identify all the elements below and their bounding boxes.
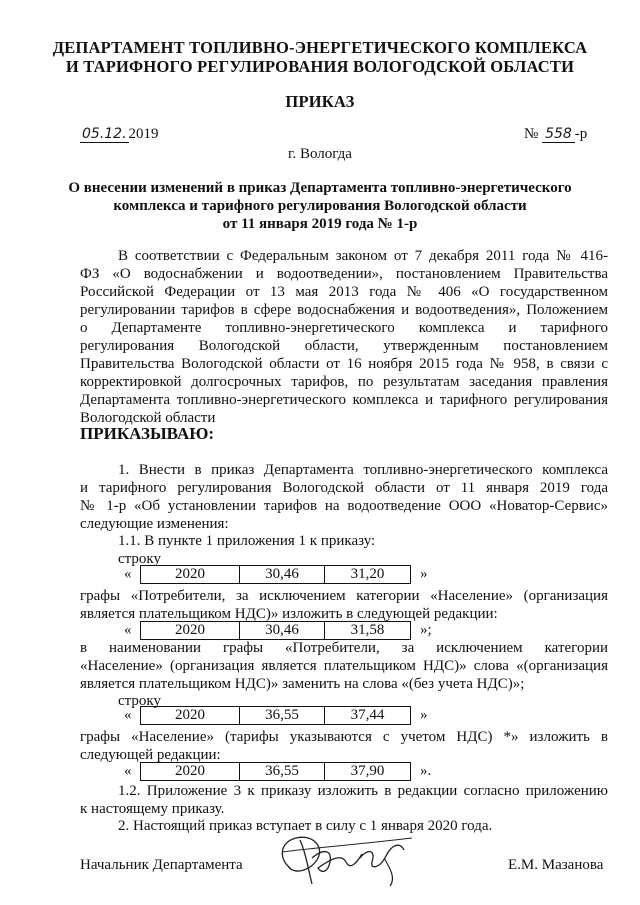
table-cell: 36,55 xyxy=(239,706,325,725)
number-handwritten: 558 xyxy=(542,126,575,143)
org-name-line2: И ТАРИФНОГО РЕГУЛИРОВАНИЯ ВОЛОГОДСКОЙ ОБЛАСТИ xyxy=(65,57,575,76)
item1-line: и тарифного регулирования Вологодской области от 11 января 2019 года xyxy=(80,480,608,496)
preamble-line: корректировкой долгосрочных тарифов, по результатам заседания правления xyxy=(80,374,608,390)
title-line1: О внесении изменений в приказ Департамента топливно-энергетического xyxy=(68,180,572,196)
item1-line: 1. Внести в приказ Департамента топливно-энергетического комплекса xyxy=(118,462,608,478)
table-cell: 2020 xyxy=(140,621,240,640)
table-cell: 36,55 xyxy=(239,762,325,781)
item1-line: следующие изменения: xyxy=(80,516,229,532)
order-word: ПРИКАЗЫВАЮ: xyxy=(80,424,215,443)
text-b-line: является плательщиком НДС)» заменить на слова «(без учета НДС)»; xyxy=(80,676,525,692)
item1-2-line: 1.2. Приложение 3 к приказу изложить в редакции согласно приложению xyxy=(118,783,608,799)
preamble-line: В соответствии с Федеральным законом от 7 декабря 2011 года № 416- xyxy=(118,248,608,264)
text-a-line: является плательщиком НДС)» изложить в следующей редакции: xyxy=(80,606,498,622)
preamble-line: о Департаменте топливно-энергетического комплекса и тарифного xyxy=(80,320,608,336)
text-a-line: графы «Потребители, за исключением категории «Население» (организация xyxy=(80,588,608,604)
table-cell: 30,46 xyxy=(239,565,325,584)
table-cell: 37,44 xyxy=(324,706,411,725)
order-date xyxy=(80,126,159,143)
quote-open: « xyxy=(124,566,132,582)
stroku-label: строку xyxy=(118,551,161,567)
signature-name: Е.М. Мазанова xyxy=(508,857,604,873)
quote-close: » xyxy=(420,566,428,582)
quote-open: « xyxy=(124,707,132,723)
table-cell: 30,46 xyxy=(239,621,325,640)
quote-close-semicolon: »; xyxy=(420,622,432,638)
stroku-label: строку xyxy=(118,693,161,709)
table-cell: 31,58 xyxy=(324,621,411,640)
number-prefix: № xyxy=(524,126,539,142)
preamble-line: регулировании тарифов в сфере водоснабжения и водоотведения», Положением xyxy=(80,302,608,318)
preamble-line: Российской Федерации от 13 мая 2013 года № 406 «О государственном xyxy=(80,284,608,300)
signature-position: Начальник Департамента xyxy=(80,857,243,873)
preamble-line: Вологодской области xyxy=(80,410,216,426)
item2: 2. Настоящий приказ вступает в силу с 1 января 2020 года. xyxy=(118,818,493,834)
org-name-line1: ДЕПАРТАМЕНТ ТОПЛИВНО-ЭНЕРГЕТИЧЕСКОГО КОМПЛЕКСА xyxy=(52,38,588,57)
table-cell: 2020 xyxy=(140,762,240,781)
date-year: 2019 xyxy=(128,126,159,142)
number-suffix: -р xyxy=(574,126,588,142)
item1-line: № 1-р «Об установлении тарифов на водоотведение ООО «Новатор-Сервис» xyxy=(80,498,608,514)
preamble-line: регулирования Вологодской области, утвержденным постановлением xyxy=(80,338,608,354)
doc-type: ПРИКАЗ xyxy=(285,92,355,111)
item1-1: 1.1. В пункте 1 приложения 1 к приказу: xyxy=(118,533,376,549)
table-cell: 2020 xyxy=(140,706,240,725)
text-b-line: в наименовании графы «Потребители, за исключением категории xyxy=(80,640,608,656)
quote-open: « xyxy=(124,763,132,779)
table-cell: 37,90 xyxy=(324,762,411,781)
text-c-line: графы «Население» (тарифы указываются с учетом НДС) *» изложить в xyxy=(80,729,608,745)
date-handwritten: 05.12. xyxy=(82,126,127,142)
handwritten-signature xyxy=(272,828,422,890)
table-cell: 31,20 xyxy=(324,565,411,584)
table-cell: 2020 xyxy=(140,565,240,584)
quote-open: « xyxy=(124,622,132,638)
preamble-line: ФЗ «О водоснабжении и водоотведении», постановлением Правительства xyxy=(80,266,608,282)
text-c-line: следующей редакции: xyxy=(80,747,221,763)
preamble-line: Департамента топливно-энергетического комплекса и тарифного регулирования xyxy=(80,392,608,408)
preamble-line: Правительства Вологодской области от 16 ноября 2015 года № 958, в связи с xyxy=(80,356,608,372)
quote-close-period: ». xyxy=(420,763,432,779)
city: г. Вологда xyxy=(288,146,352,162)
title-line2: комплекса и тарифного регулирования Вологодской области xyxy=(113,198,527,214)
item1-2-line: к настоящему приказу. xyxy=(80,801,225,817)
order-number xyxy=(524,126,587,143)
title-line3: от 11 января 2019 года № 1-р xyxy=(222,216,418,232)
quote-close: » xyxy=(420,707,428,723)
text-b-line: «Население» (организация является плательщиком НДС)» слова «(организация xyxy=(80,658,608,674)
